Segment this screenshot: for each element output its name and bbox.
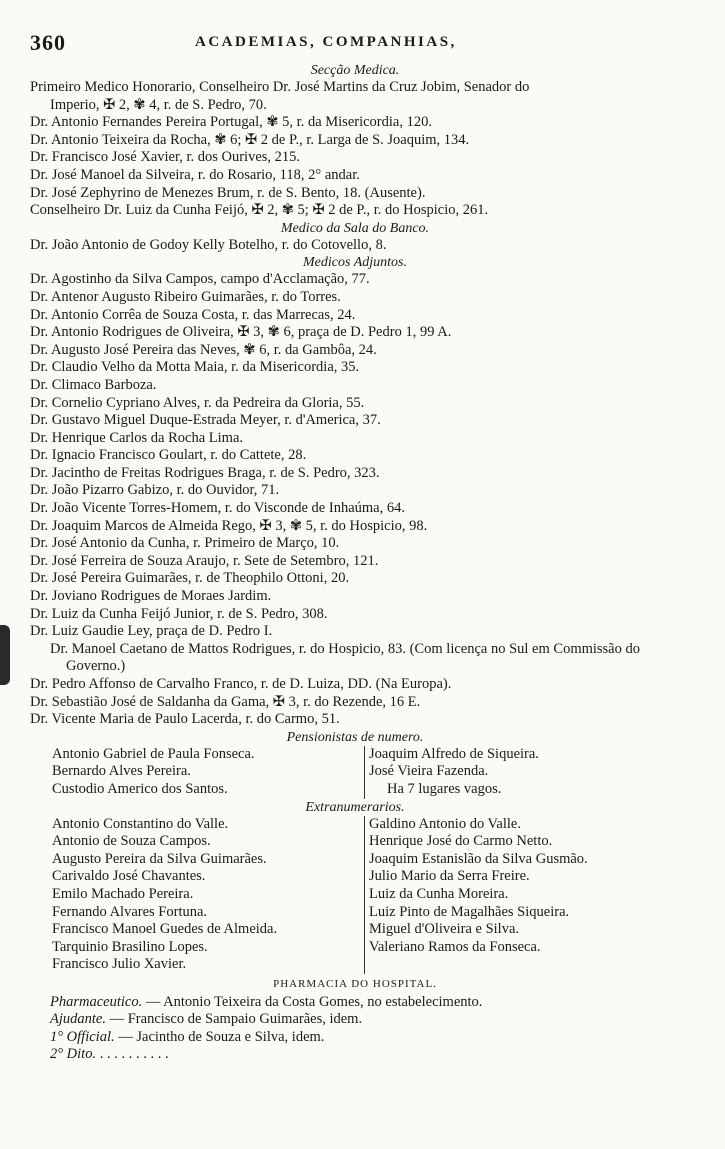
list-item: Dr. Antonio Fernandes Pereira Portugal, ✾ 5, r. da Misericordia, 120. (30, 114, 432, 131)
list-item: Dr. José Pereira Guimarães, r. de Theophilo Ottoni, 20. (30, 570, 350, 587)
list-item: Dr. João Pizarro Gabizo, r. do Ouvidor, 71. (30, 482, 280, 499)
list-item: Custodio Americo dos Santos. (52, 780, 228, 797)
list-item: Dr. Luiz da Cunha Feijó Junior, r. de S. Pedro, 308. (30, 605, 328, 622)
list-item: Henrique José do Carmo Netto. (369, 833, 553, 850)
list-item: Dr. Augusto José Pereira das Neves, ✾ 6, r. da Gambôa, 24. (30, 341, 377, 358)
role-holder: — Antonio Teixeira da Costa Gomes, no estabelecimento. (142, 993, 483, 1010)
list-item: Dr. Henrique Carlos da Rocha Lima. (30, 429, 244, 446)
list-item: Joaquim Alfredo de Siqueira. (369, 745, 539, 762)
list-item: Bernardo Alves Pereira. (52, 763, 191, 780)
list-item: Dr. João Antonio de Godoy Kelly Botelho, r. do Cotovello, 8. (30, 236, 387, 253)
list-item: Dr. José Zephyrino de Menezes Brum, r. de S. Bento, 18. (Ausente). (30, 184, 426, 201)
list-item: Conselheiro Dr. Luiz da Cunha Feijó, ✠ 2, ✾ 5; ✠ 2 de P., r. do Hospicio, 261. (30, 202, 489, 219)
page-body (30, 62, 680, 1064)
section-title-pharmacia: PHARMACIA DO HOSPITAL. (273, 977, 437, 990)
list-item: Augusto Pereira da Silva Guimarães. (52, 850, 267, 867)
list-item: Dr. José Ferreira de Souza Araujo, r. Sete de Setembro, 121. (30, 552, 379, 569)
list-item (50, 994, 680, 1012)
extranumerarios-left-column (52, 816, 364, 974)
list-item: Dr. Joaquim Marcos de Almeida Rego, ✠ 3, ✾ 5, r. do Hospicio, 98. (30, 517, 428, 534)
list-item: Dr. Climaco Barboza. (30, 376, 157, 393)
list-item: Dr. Antenor Augusto Ribeiro Guimarães, r. do Torres. (30, 288, 341, 305)
list-item: Dr. Ignacio Francisco Goulart, r. do Cattete, 28. (30, 447, 307, 464)
list-item: Dr. Cornelio Cypriano Alves, r. da Pedreira da Gloria, 55. (30, 394, 365, 411)
role-holder: — Jacintho de Souza e Silva, idem. (114, 1028, 325, 1045)
section-title-adjuntos: Medicos Adjuntos. (303, 255, 407, 271)
list-item: Dr. Jacintho de Freitas Rodrigues Braga, r. de S. Pedro, 323. (30, 464, 380, 481)
list-item: Primeiro Medico Honorario, Conselheiro Dr. José Martins da Cruz Jobim, Senador do (30, 79, 530, 95)
list-item: Ha 7 lugares vagos. (387, 780, 502, 797)
section-title-extranumerarios: Extranumerarios. (305, 799, 405, 815)
extranumerarios-columns (30, 816, 680, 974)
section-title-seccao-medica: Secção Medica. (310, 63, 400, 78)
list-item: Dr. Pedro Affonso de Carvalho Franco, r. de D. Luiza, DD. (Na Europa). (30, 676, 452, 692)
list-item (50, 1046, 680, 1064)
list-item: Valeriano Ramos da Fonseca. (369, 938, 541, 955)
role-holder: . . . . . . . . . . (96, 1046, 169, 1063)
adjuntos-list (30, 271, 680, 728)
list-item: Imperio, ✠ 2, ✾ 4, r. de S. Pedro, 70. (50, 96, 267, 113)
list-item: Dr. Claudio Velho da Motta Maia, r. da Misericordia, 35. (30, 359, 360, 376)
list-item: Miguel d'Oliveira e Silva. (369, 921, 519, 938)
section-title-sala-banco: Medico da Sala do Banco. (280, 220, 430, 236)
list-item: Dr. Antonio Rodrigues de Oliveira, ✠ 3, ✾ 6, praça de D. Pedro 1, 99 A. (30, 324, 452, 341)
extranumerarios-right-column (364, 816, 588, 974)
list-item: Francisco Julio Xavier. (52, 956, 187, 973)
list-item: Dr. Antonio Corrêa de Souza Costa, r. das Marrecas, 24. (30, 306, 356, 323)
list-item: José Vieira Fazenda. (369, 763, 489, 780)
role-label: Pharmaceutico. (50, 993, 143, 1010)
list-item: Dr. José Antonio da Cunha, r. Primeiro de Março, 10. (30, 535, 340, 552)
pensionistas-left-column (52, 746, 364, 799)
list-item: Luiz da Cunha Moreira. (369, 885, 509, 902)
page-number: 360 (30, 30, 66, 55)
list-item: Dr. Manoel Caetano de Mattos Rodrigues, r. do Hospicio, 83. (Com licença no Sul em Commissão do Governo.) (50, 640, 640, 675)
list-item: Antonio Gabriel de Paula Fonseca. (52, 745, 255, 762)
list-item: Tarquinio Brasilino Lopes. (52, 938, 208, 955)
running-title: ACADEMIAS, COMPANHIAS, (195, 34, 457, 50)
pharmacia-list (30, 994, 680, 1064)
list-item: Dr. Luiz Gaudie Ley, praça de D. Pedro I. (30, 623, 273, 640)
binding-ink-blot (0, 625, 10, 685)
list-item: Luiz Pinto de Magalhães Siqueira. (369, 903, 570, 920)
page-header (30, 30, 670, 54)
section-title-pensionistas: Pensionistas de numero. (286, 729, 424, 745)
role-label: Ajudante. (50, 1011, 106, 1028)
role-holder: — Francisco de Sampaio Guimarães, idem. (105, 1011, 363, 1028)
list-item (369, 956, 588, 974)
seccao-medica-list (30, 79, 680, 220)
pensionistas-columns (30, 746, 680, 799)
role-label: 2° Dito. (50, 1046, 97, 1063)
list-item: Dr. João Vicente Torres-Homem, r. do Visconde de Inhaúma, 64. (30, 500, 405, 517)
list-item: Joaquim Estanislão da Silva Gusmão. (369, 850, 588, 867)
list-item: Carivaldo José Chavantes. (52, 868, 206, 885)
list-item: Dr. Sebastião José de Saldanha da Gama, ✠ 3, r. do Rezende, 16 E. (30, 693, 421, 710)
list-item: Francisco Manoel Guedes de Almeida. (52, 921, 278, 938)
list-item: Dr. Joviano Rodrigues de Moraes Jardim. (30, 588, 272, 605)
list-item: Dr. Vicente Maria de Paulo Lacerda, r. do Carmo, 51. (30, 711, 340, 728)
pensionistas-right-column (364, 746, 539, 799)
list-item: Fernando Alvares Fortuna. (52, 903, 208, 920)
role-label: 1° Official. (50, 1028, 115, 1045)
list-item: Dr. Francisco José Xavier, r. dos Ourives, 215. (30, 149, 301, 166)
list-item: Dr. José Manoel da Silveira, r. do Rosario, 118, 2° andar. (30, 166, 360, 183)
list-item (50, 1011, 680, 1029)
list-item: Dr. Agostinho da Silva Campos, campo d'Acclamação, 77. (30, 271, 370, 288)
list-item: Antonio Constantino do Valle. (52, 815, 229, 832)
list-item: Antonio de Souza Campos. (52, 833, 211, 850)
list-item: Emilo Machado Pereira. (52, 885, 194, 902)
list-item: Galdino Antonio do Valle. (369, 815, 521, 832)
list-item (50, 1029, 680, 1047)
list-item: Julio Mario da Serra Freire. (369, 868, 530, 885)
list-item: Dr. Antonio Teixeira da Rocha, ✾ 6; ✠ 2 de P., r. Larga de S. Joaquim, 134. (30, 131, 470, 148)
list-item: Dr. Gustavo Miguel Duque-Estrada Meyer, r. d'America, 37. (30, 412, 381, 429)
